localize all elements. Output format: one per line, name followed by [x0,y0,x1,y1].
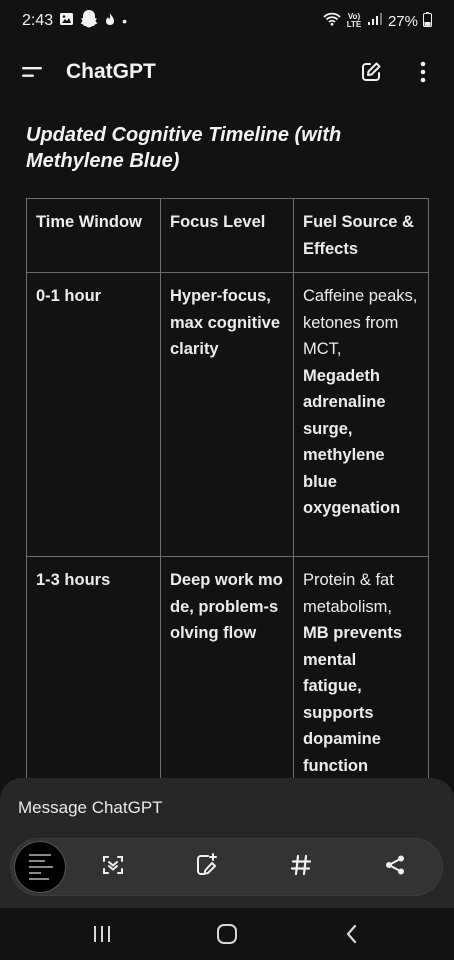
row-fuel-source [294,273,429,557]
table-row [27,557,429,781]
row-focus-level: Hyper-focus, max cognitive clarity [161,273,294,557]
fuel-bold-text: MB prevents mental fatigue, supports dopamine function [303,624,403,775]
share-icon [384,854,406,881]
table-header-row [27,199,429,273]
image-icon [59,12,74,30]
wifi-icon [323,12,341,30]
app-bar [0,44,454,100]
edit-capture-icon [194,852,220,883]
status-time: 2:43 [22,12,54,29]
screenshot-toolbar [10,838,443,896]
header-focus-level: Focus Level [161,199,294,273]
fuel-bold-text: Megadeth adrenaline surge, methylene blue oxygenation [303,366,401,517]
timeline-table [26,198,429,780]
dot-icon: • [122,13,128,29]
network-label: Vo) LTE [346,12,362,29]
section-heading: Updated Cognitive Timeline (with Methylene Blue) [26,124,342,172]
row-fuel-source [294,557,429,781]
fire-icon [104,12,116,30]
header-time-window: Time Window [27,199,161,273]
composer-sheet [0,778,454,908]
recents-icon[interactable] [87,919,117,949]
edit-capture-button[interactable] [160,838,254,896]
message-input[interactable]: Message ChatGPT [18,798,163,817]
app-title: ChatGPT [66,60,156,83]
row-time-window: 1-3 hours [27,557,161,781]
table-row [27,273,429,557]
navigation-bar [0,908,454,960]
fuel-plain-text: Protein & fat metabolism, [303,571,394,616]
screenshot-thumbnail[interactable] [14,841,66,893]
status-left [22,9,127,33]
share-button[interactable] [348,838,442,896]
chat-content[interactable] [0,100,454,780]
scroll-capture-button[interactable] [66,838,160,896]
header-fuel-source: Fuel Source & Effects [294,199,429,273]
row-time-window: 0-1 hour [27,273,161,557]
app-actions [356,57,438,87]
hashtag-icon [290,854,312,881]
menu-icon[interactable] [18,57,48,87]
signal-icon [367,12,383,30]
hashtag-button[interactable] [254,838,348,896]
scroll-capture-icon [101,853,125,882]
new-chat-icon[interactable] [356,57,386,87]
back-icon[interactable] [337,919,367,949]
fuel-plain-text: Caffeine peaks, ketones from MCT, [303,287,418,358]
snapchat-icon [80,9,98,33]
status-bar [0,0,454,42]
more-options-icon[interactable] [408,57,438,87]
battery-icon [423,12,432,31]
battery-percent: 27% [387,12,418,30]
row-focus-level: Deep work mode, problem-solving flow [161,557,294,781]
status-right [323,12,432,31]
home-icon[interactable] [212,919,242,949]
